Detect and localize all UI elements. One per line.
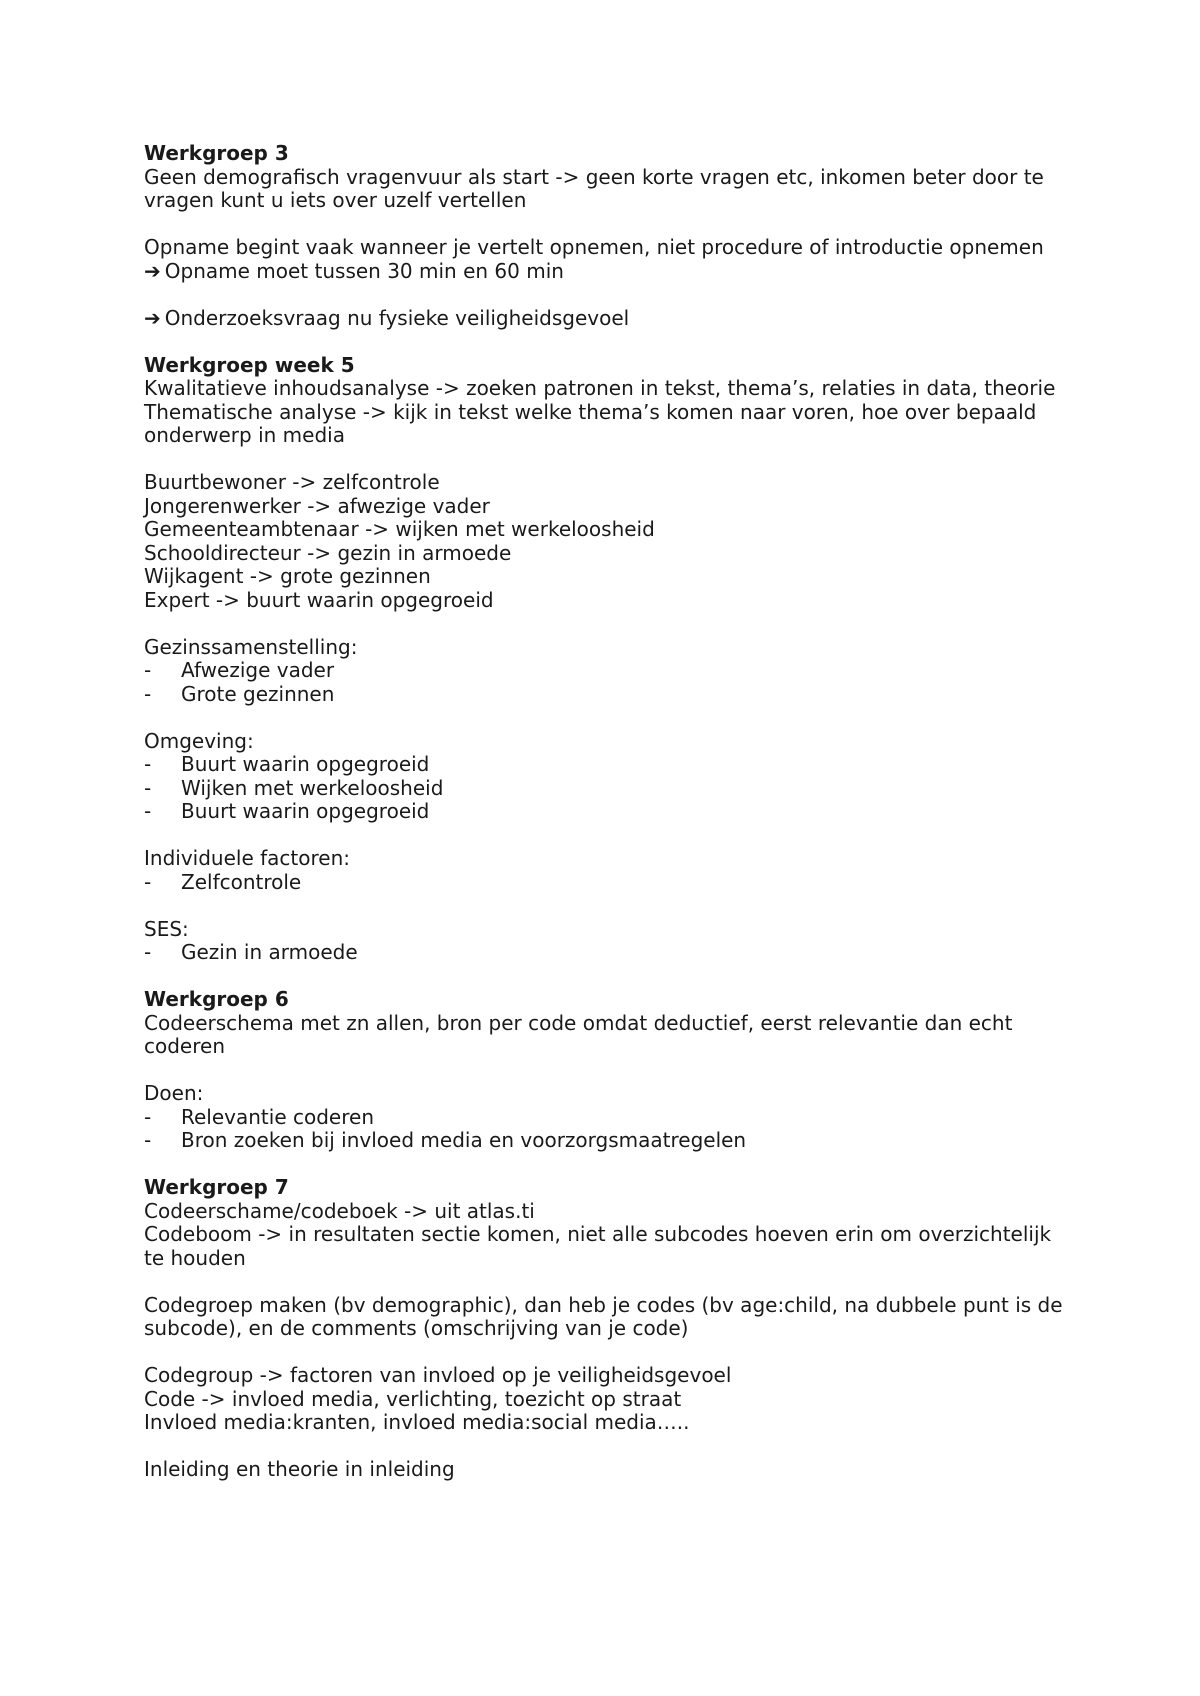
- role-line: Jongerenwerker -> afwezige vader: [144, 493, 490, 518]
- list-item-text: Bron zoeken bij invloed media en voorzorgsmaatregelen: [181, 1128, 747, 1152]
- paragraph: Codegroep maken (bv demographic), dan heb je codes (bv age:child, na dubbele punt is de subcode), en de comments (omschrijving van je code): [144, 1292, 1069, 1340]
- paragraph: Thematische analyse -> kijk in tekst welke thema’s komen naar voren, hoe over bepaald onderwerp in media: [144, 399, 1043, 447]
- list-item-text: Wijken met werkeloosheid: [181, 775, 444, 800]
- spacer: [144, 894, 1074, 918]
- dash-bullet: -: [144, 775, 152, 800]
- list-item: [144, 1106, 1074, 1130]
- role-line: Expert -> buurt waarin opgegroeid: [144, 587, 494, 612]
- spacer: [144, 213, 1074, 237]
- paragraph: Inleiding en theorie in inleiding: [144, 1457, 455, 1481]
- list-item: [144, 941, 1074, 965]
- section-heading: Werkgroep 6: [144, 987, 289, 1011]
- dash-bullet: -: [144, 752, 152, 776]
- arrow-item-text: Opname moet tussen 30 min en 60 min: [164, 258, 564, 283]
- section-heading: Werkgroep week 5: [144, 352, 355, 377]
- spacer: [144, 448, 1074, 472]
- list-item: [144, 871, 1074, 895]
- section-heading: Werkgroep 7: [144, 1175, 289, 1199]
- arrow-icon: ➔: [144, 258, 161, 283]
- spacer: [144, 1435, 1074, 1459]
- dash-bullet: -: [144, 1104, 152, 1129]
- spacer: [144, 706, 1074, 730]
- spacer: [144, 612, 1074, 636]
- section-heading: Werkgroep 3: [144, 141, 289, 165]
- list-item: [144, 659, 1074, 683]
- spacer: [144, 1270, 1074, 1294]
- role-line: Schooldirecteur -> gezin in armoede: [144, 540, 512, 565]
- paragraph: Codegroup -> factoren van invloed op je veiligheidsgevoel: [144, 1363, 732, 1387]
- paragraph: Kwalitatieve inhoudsanalyse -> zoeken patronen in tekst, thema’s, relaties in data, theorie: [144, 376, 1056, 400]
- dash-bullet: -: [144, 681, 152, 706]
- arrow-item-text: Onderzoeksvraag nu fysieke veiligheidsgevoel: [164, 305, 630, 330]
- dash-bullet: -: [144, 940, 152, 964]
- spacer: [144, 824, 1074, 848]
- list-item: [144, 683, 1074, 707]
- paragraph: Codeboom -> in resultaten sectie komen, niet alle subcodes hoeven erin om overzichtelijk te houden: [144, 1222, 1058, 1270]
- spacer: [144, 283, 1074, 307]
- dash-bullet: -: [144, 869, 152, 894]
- paragraph: Codeerschema met zn allen, bron per code omdat deductief, eerst relevantie dan echt coderen: [144, 1010, 1019, 1058]
- spacer: [144, 965, 1074, 989]
- role-line: Gemeenteambtenaar -> wijken met werkeloosheid: [144, 517, 655, 541]
- group-title: Omgeving:: [144, 728, 254, 753]
- paragraph: Opname begint vaak wanneer je vertelt opnemen, niet procedure of introductie opnemen: [144, 235, 1044, 259]
- list-item: [144, 777, 1074, 801]
- list-item: [144, 753, 1074, 777]
- paragraph: Invloed media:kranten, invloed media:social media…..: [144, 1410, 690, 1434]
- list-item-text: Buurt waarin opgegroeid: [181, 799, 430, 823]
- list-item: [144, 1129, 1074, 1153]
- arrow-item: [144, 307, 1074, 331]
- list-item-text: Buurt waarin opgegroeid: [181, 752, 430, 776]
- list-item-text: Gezin in armoede: [181, 940, 358, 964]
- role-line: Wijkagent -> grote gezinnen: [144, 564, 431, 588]
- role-line: Buurtbewoner -> zelfcontrole: [144, 470, 440, 494]
- arrow-icon: ➔: [144, 305, 161, 330]
- paragraph: Geen demografisch vragenvuur als start -> geen korte vragen etc, inkomen beter door te vragen kunt u iets over uzelf vertellen: [144, 164, 1051, 212]
- dash-bullet: -: [144, 799, 152, 823]
- paragraph: Code -> invloed media, verlichting, toezicht op straat: [144, 1386, 682, 1411]
- spacer: [144, 1341, 1074, 1365]
- paragraph: Codeerschame/codeboek -> uit atlas.ti: [144, 1198, 535, 1223]
- group-title: Individuele factoren:: [144, 846, 350, 870]
- list-item: [144, 800, 1074, 824]
- dash-bullet: -: [144, 1128, 152, 1152]
- spacer: [144, 330, 1074, 354]
- spacer: [144, 1059, 1074, 1083]
- list-item-text: Grote gezinnen: [181, 681, 335, 706]
- list-item-text: Zelfcontrole: [181, 869, 302, 894]
- arrow-item: [144, 260, 1074, 284]
- list-item-text: Afwezige vader: [181, 658, 335, 682]
- document-page: [144, 142, 1074, 1482]
- spacer: [144, 1153, 1074, 1177]
- dash-bullet: -: [144, 658, 152, 682]
- group-title: Doen:: [144, 1081, 204, 1105]
- group-title: SES:: [144, 916, 189, 941]
- group-title: Gezinssamenstelling:: [144, 634, 358, 659]
- list-item-text: Relevantie coderen: [181, 1104, 374, 1129]
